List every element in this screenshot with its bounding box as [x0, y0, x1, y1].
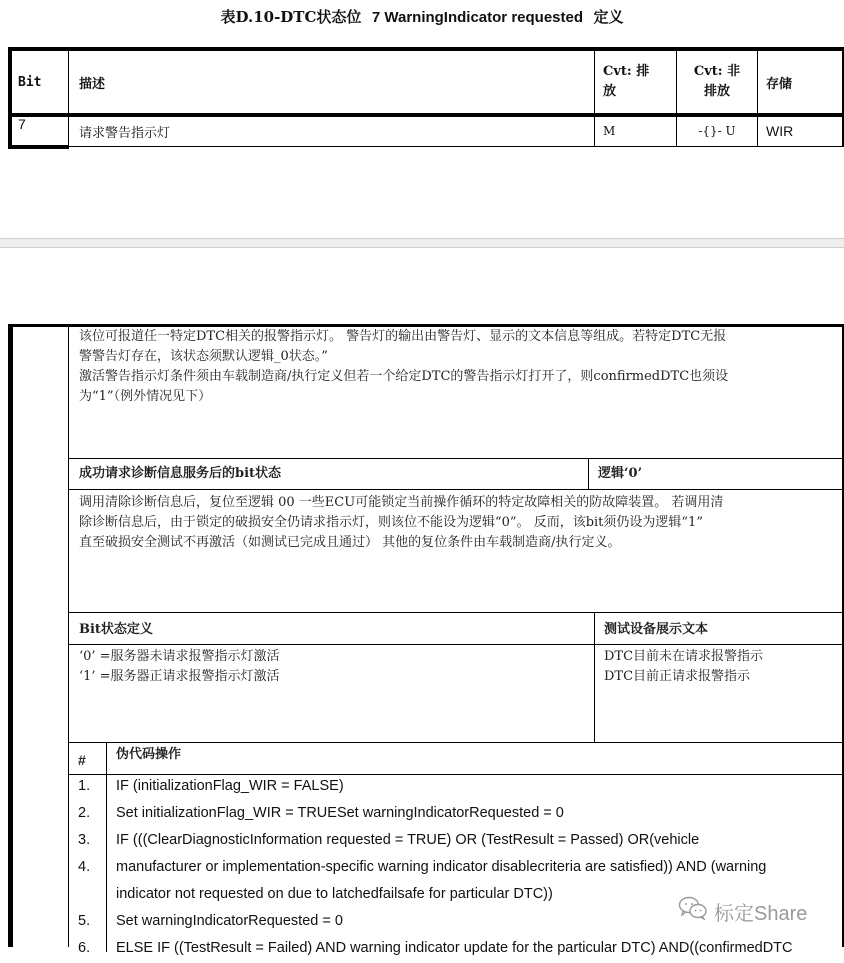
bit-state-0: ‘0’ =服务器未请求报警指示灯激活 — [79, 649, 280, 664]
row-divider — [68, 489, 844, 490]
header-line: Cvt: 非 — [693, 64, 741, 79]
table-caption — [0, 6, 844, 27]
watermark-text: 标定Share — [714, 902, 808, 925]
line-text: indicator not requested on due to latchedfailsafe for particular DTC)) — [116, 886, 553, 902]
line-text: manufacturer or implementation-specific warning indicator disablecriteria are satisfied)) AND (warning — [116, 859, 767, 875]
bit-cell-bottom — [8, 145, 69, 149]
header-bit: Bit — [18, 74, 42, 90]
line-number: 4. — [78, 859, 91, 875]
col-divider — [757, 47, 758, 147]
row-divider — [68, 644, 844, 645]
table-border-left — [8, 324, 13, 947]
display-text-1: DTC目前正请求报警指示 — [604, 669, 751, 684]
col-divider — [588, 458, 589, 489]
bit-state-values — [79, 647, 280, 687]
display-text-0: DTC目前未在请求报警指示 — [604, 649, 764, 664]
left-column-divider — [68, 324, 69, 947]
paragraph-line: 除诊断信息后，由于锁定的破损安全仍请求指示灯，则该位不能设为逻辑“0”。 反而，该bit须仍设为逻辑“1” — [79, 515, 703, 530]
cell-bit: 7 — [18, 116, 26, 132]
clear-state-paragraph — [79, 493, 839, 553]
header-description: 描述 — [79, 76, 106, 92]
line-number: 2. — [78, 805, 91, 821]
paragraph-line: 该位可报道任一特定DTC相关的报警指示灯。 警告灯的输出由警告灯、显示的文本信息等组成。若特定DTC无报 — [79, 329, 727, 344]
col-divider — [68, 47, 69, 147]
header-line: Cvt: 排 — [603, 64, 650, 79]
pseudocode-num-header: # — [78, 752, 86, 768]
row-divider — [68, 742, 844, 743]
paragraph-line: 调用清除诊断信息后，复位至逻辑 00 一些ECU可能锁定当前操作循环的特定故障相关的防故障装置。 若调用清 — [79, 495, 724, 510]
cell-cvt-emission: M — [603, 124, 616, 138]
clear-state-header: 成功请求诊断信息服务后的bit状态 — [79, 466, 282, 481]
watermark — [678, 896, 807, 926]
pseudocode-line — [70, 855, 842, 882]
col-divider — [594, 47, 595, 147]
row-divider — [68, 612, 844, 613]
pseudocode-line — [70, 828, 842, 855]
line-text: IF (((ClearDiagnosticInformation requested = TRUE) OR (TestResult = Passed) OR(vehicle — [116, 832, 700, 848]
col-divider — [594, 612, 595, 742]
clear-state-value: 逻辑‘0’ — [598, 466, 643, 481]
line-text: IF (initializationFlag_WIR = FALSE) — [116, 778, 344, 794]
header-cvt-non-emission — [677, 51, 757, 113]
paragraph-line: 激活警告指示灯条件须由车载制造商/执行定义但若一个给定DTC的警告指示灯打开了，则confirmedDTC也须设 — [79, 369, 729, 384]
cell-cvt-non-emission: -{}- U — [698, 124, 736, 138]
cell-storage: WIR — [766, 123, 794, 139]
definition-paragraph — [79, 327, 839, 407]
display-text-header: 测试设备展示文本 — [604, 622, 709, 637]
caption-name: 7 WarningIndicator requested — [371, 9, 584, 26]
header-line: 排放 — [703, 84, 730, 99]
header-storage: 存储 — [766, 76, 793, 92]
header-line: 放 — [603, 84, 617, 99]
paragraph-line: 警警告灯存在，该状态须默认逻辑_0状态。” — [79, 349, 328, 364]
table-border-bottom — [68, 146, 844, 147]
paragraph-line: 为“1”（例外情况见下） — [79, 389, 212, 404]
cell-description: 请求警告指示灯 — [79, 125, 171, 141]
pseudocode-line — [70, 801, 842, 828]
line-number: 5. — [78, 913, 91, 929]
bit-state-1: ‘1’ =服务器正请求报警指示灯激活 — [79, 669, 280, 684]
wechat-icon — [678, 896, 708, 926]
caption-suffix: 定义 — [593, 8, 624, 26]
paragraph-line: 直至破损安全测试不再激活（如测试已完成且通过） 其他的复位条件由车载制造商/执行定义。 — [79, 535, 621, 550]
pseudocode-header: 伪代码操作 — [116, 747, 182, 762]
row-divider — [68, 458, 844, 459]
line-number: 6. — [78, 940, 91, 956]
display-text-values — [604, 647, 763, 687]
caption-prefix: 表D.10-DTC状态位 — [220, 8, 362, 26]
page-separator — [0, 238, 844, 248]
table-border-left — [8, 47, 12, 147]
bit-state-header: Bit状态定义 — [79, 622, 153, 637]
line-text: Set initializationFlag_WIR = TRUESet warningIndicatorRequested = 0 — [116, 805, 564, 821]
pseudocode-line — [70, 774, 842, 801]
line-number: 1. — [78, 778, 91, 794]
line-text: ELSE IF ((TestResult = Failed) AND warning indicator update for the particular DTC) AND((confirmedDTC — [116, 940, 793, 956]
line-text: Set warningIndicatorRequested = 0 — [116, 913, 343, 929]
pseudocode-line — [70, 936, 842, 963]
line-number: 3. — [78, 832, 91, 848]
header-cvt-emission — [603, 51, 675, 113]
